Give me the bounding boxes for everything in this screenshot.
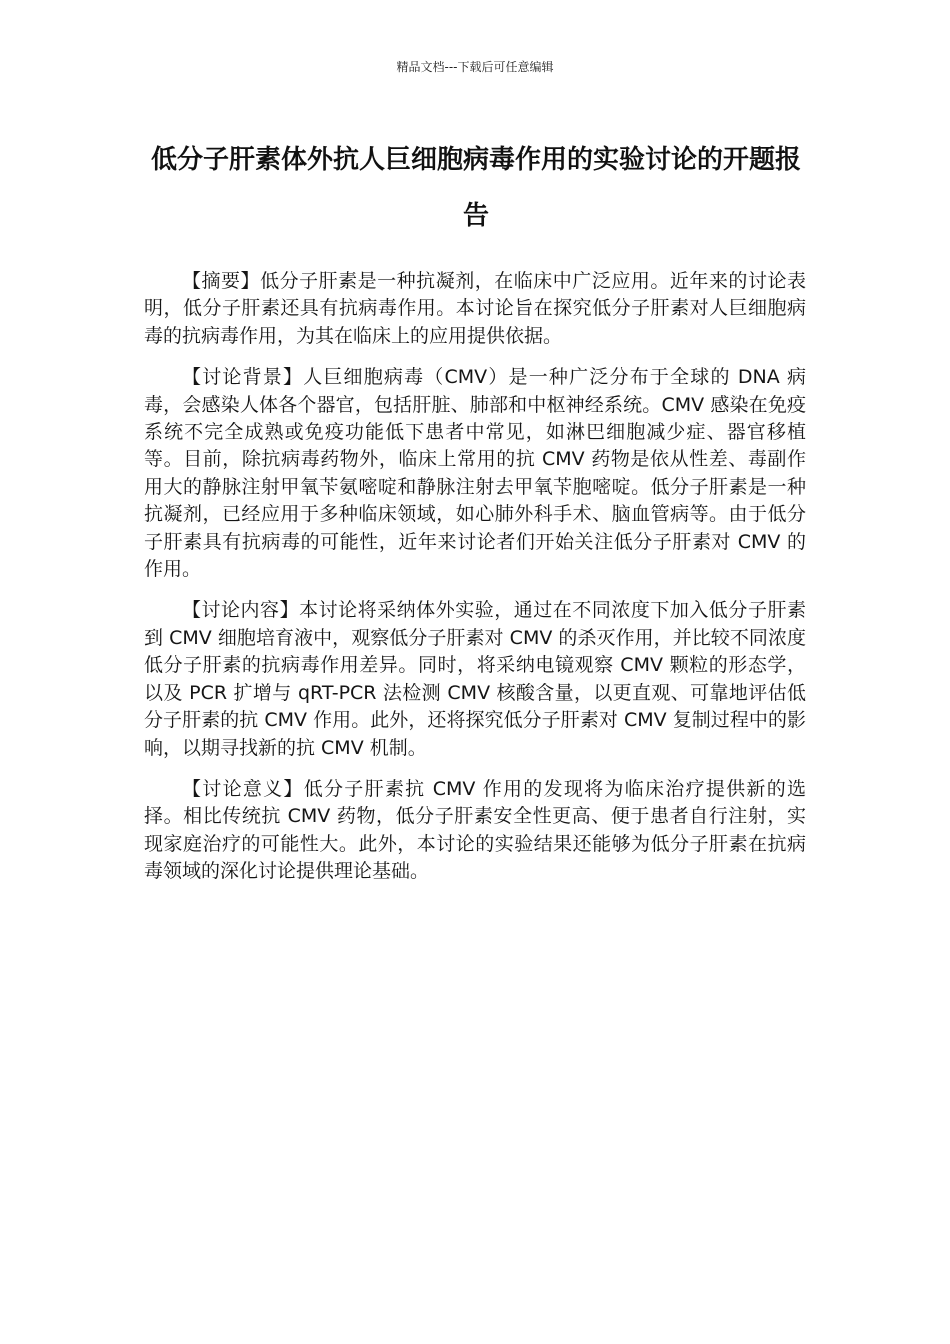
section-text-abstract: 低分子肝素是一种抗凝剂，在临床中广泛应用。近年来的讨论表明，低分子肝素还具有抗病毒作用。本讨论旨在探究低分子肝素对人巨细胞病毒的抗病毒作用，为其在临床上的应用提供依据。 — [144, 270, 806, 347]
header-note: 精品文档---下载后可任意编辑 — [396, 60, 554, 74]
paragraph-significance — [144, 776, 806, 886]
section-label-abstract: 【摘要】 — [182, 270, 261, 292]
section-label-content: 【讨论内容】 — [182, 599, 300, 622]
section-text-content: 本讨论将采纳体外实验，通过在不同浓度下加入低分子肝素到 CMV 细胞培育液中，观察低分子肝素对 CMV 的杀灭作用，并比较不同浓度低分子肝素的抗病毒作用差异。同时，将采纳电镜观察 CMV 颗粒的形态学，以及 PCR 扩增与 qRT-PCR 法检测 CMV 核酸含量，以更直观、可靠地评估低分子肝素的抗 CMV 作用。此外，还将探究低分子肝素对 CMV 复制过程中的影响，以期寻找新的抗 CMV 机制。 — [144, 599, 806, 759]
section-label-significance: 【讨论意义】 — [182, 777, 304, 800]
section-text-significance: 低分子肝素抗 CMV 作用的发现将为临床治疗提供新的选择。相比传统抗 CMV 药物，低分子肝素安全性更高、便于患者自行注射，实现家庭治疗的可能性大。此外，本讨论的实验结果还能够为低分子肝素在抗病毒领域的深化讨论提供理论基础。 — [144, 777, 806, 883]
paragraph-background — [144, 364, 806, 583]
paragraph-content — [144, 597, 806, 761]
section-label-background: 【讨论背景】 — [182, 366, 304, 389]
document-body — [144, 268, 806, 900]
page-title: 低分子肝素体外抗人巨细胞病毒作用的实验讨论的开题报告 — [150, 145, 801, 231]
section-text-background: 人巨细胞病毒（CMV）是一种广泛分布于全球的 DNA 病毒，会感染人体各个器官，包括肝脏、肺部和中枢神经系统。CMV 感染在免疫系统不完全成熟或免疫功能低下患者中常见，如淋巴细胞减少症、器官移植等。目前，除抗病毒药物外，临床上常用的抗 CMV 药物是依从性差、毒副作用大的静脉注射甲氧苄氨嘧啶和静脉注射去甲氧苄胞嘧啶。低分子肝素是一种抗凝剂，已经应用于多种临床领域，如心肺外科手术、脑血管病等。由于低分子肝素具有抗病毒的可能性，近年来讨论者们开始关注低分子肝素对 CMV 的作用。 — [144, 366, 806, 581]
paragraph-abstract — [144, 268, 806, 350]
